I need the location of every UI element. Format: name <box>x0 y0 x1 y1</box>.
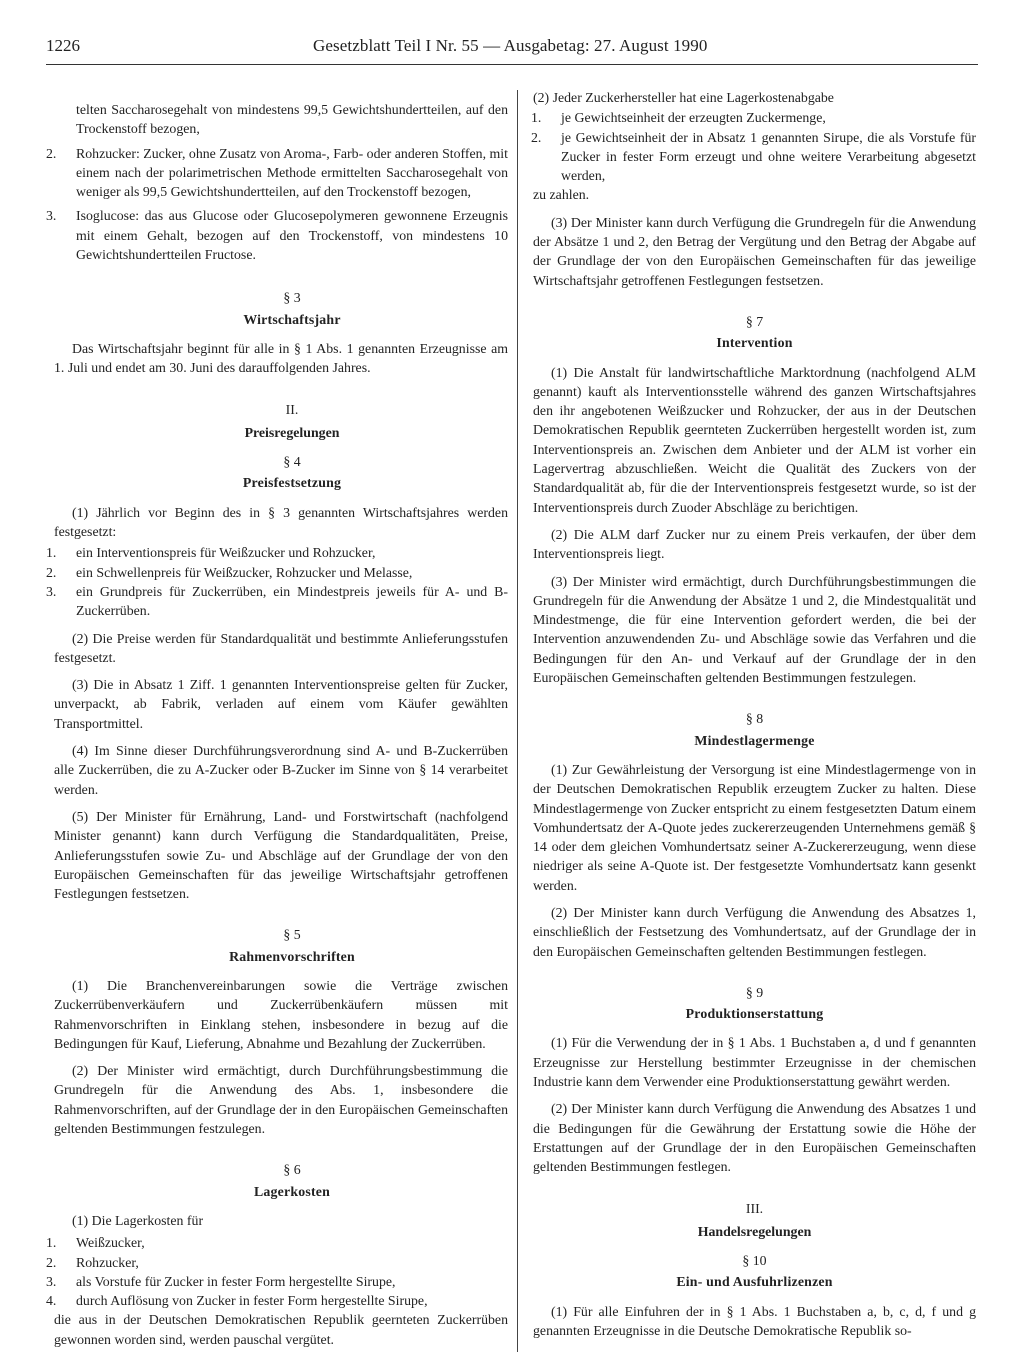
section-number: § 5 <box>283 927 301 943</box>
paragraph: (2) Der Minister kann durch Verfügung die Anwendung des Absatzes 1 und die Bedingungen für die Gewährung der Erstattung sowie die Höhe der Erstattungen auf der Grundlage der in den Europäischen Gemeinschaften geltenden Bestimmungen festlegen. <box>533 1101 976 1175</box>
part-number: II. <box>285 401 299 417</box>
list-item: 1. Weißzucker, <box>46 1235 145 1251</box>
paragraph: (3) Die in Absatz 1 Ziff. 1 genannten Interventionspreise gelten für Zucker, unverpackt, ab Fabrik, verladen auf einem vom Käufer gewählten Transportmittel. <box>54 677 508 731</box>
section-number: § 8 <box>745 711 764 727</box>
column-divider <box>517 90 518 1352</box>
section-title: Produktionserstattung <box>685 1006 824 1022</box>
paragraph: (4) Im Sinne dieser Durchführungsverordnung sind A- und B-Zuckerrüben alle Zuckerrüben, die zu A-Zucker oder B-Zucker im Sinne von § 14 verarbeitet werden. <box>54 743 508 797</box>
list-item: 3. als Vorstufe für Zucker in fester Form hergestellte Sirupe, <box>46 1273 396 1289</box>
section-number: § 9 <box>745 984 764 1000</box>
paragraph: (2) Der Minister kann durch Verfügung die Anwendung des Absatzes 1, einschließlich der Festsetzung des Vomhundertsatz, auf der Grundlage der in den Europäischen Gemeinschaften geltenden Bestimmungen festlegen. <box>533 904 976 959</box>
paragraph: (1) Für alle Einfuhren der in § 1 Abs. 1 Buchstaben a, b, c, d, f und g genannten Erzeugnisse in die Deutsche Demokratische Republik so- <box>533 1303 976 1339</box>
list-item: 2. Rohzucker, <box>46 1254 139 1270</box>
paragraph: die aus in der Deutschen Demokratischen Republik geernteten Zuckerrüben gewonnen worden sind, werden pauschal vergütet. <box>54 1312 508 1347</box>
list-item: 2. ein Schwellenpreis für Weißzucker, Rohzucker und Melasse, <box>46 564 413 580</box>
section-title: Intervention <box>716 335 793 351</box>
list-item: 3. ein Grundpreis für Zuckerrüben, ein Mindestpreis jeweils für A- und B-Zuckerrüben. <box>46 583 508 619</box>
paragraph: (1) Jährlich vor Beginn des in § 3 genannten Wirtschaftsjahres werden festgesetzt: <box>54 504 508 540</box>
paragraph: Das Wirtschaftsjahr beginnt für alle in § 1 Abs. 1 genannten Erzeugnisse am 1. Juli und endet am 30. Juni des darauffolgenden Jahres. <box>54 340 508 376</box>
part-title: Handelsregelungen <box>697 1223 812 1239</box>
section-title: Ein- und Ausfuhrlizenzen <box>676 1274 833 1290</box>
paragraph: (2) Der Minister wird ermächtigt, durch Durchführungsbestimmung die Grundregeln für die Anwendung des Abs. 1, insbesondere die Rahmenvorschriften, auf der Grundlage der in den Europäischen Gemeinschaften geltenden Bestimmungen festzulegen. <box>54 1063 508 1137</box>
header-title: Gesetzblatt Teil I Nr. 55 — Ausgabetag: 27. August 1990 <box>313 36 708 55</box>
section-number: § 4 <box>283 454 301 470</box>
header-rule <box>46 64 978 65</box>
paragraph: (1) Die Branchenvereinbarungen sowie die Verträge zwischen Zuckerrübenverkäufern und Zuckerrübenkäufern müssen mit Rahmenvorschriften in Einklang stehen, insbesondere in bezug auf die Bedingungen für Kauf, Lieferung, Abnahme und Bezahlung der Zuckerrüben. <box>54 977 508 1051</box>
section-number: § 7 <box>745 313 764 329</box>
paragraph: (1) Für die Verwendung der in § 1 Abs. 1 Buchstaben a, d und f genannten Erzeugnisse zur Herstellung bestimmter Erzeugnisse in der chemischen Industrie kann dem Verwender eine Produktionserstattung gewährt werden. <box>533 1035 976 1090</box>
list-item: 2. Rohzucker: Zucker, ohne Zusatz von Aroma-, Farb- oder anderen Stoffen, mit einem nach der polarimetrischen Methode ermittelten Saccharosegehalt von weniger als 99,5 Gewichtshundertteilen, auf den Trockenstoff bezogen, <box>46 145 508 200</box>
paragraph: (1) Zur Gewährleistung der Versorgung ist eine Mindestlagermenge von in der Deutschen Demokratischen Republik erzeugtem Zucker zu halten. Diese Mindestlagermenge von Zucker entspricht zu einem festgesetzten Datum einem Vomhundertsatz der A-Quote jedes zuckererzeugenden Unternehmens gemäß § 14 oder dem gleichen Vomhundertsatz seiner A-Zuckererzeugung, wenn diese niedriger als seine A-Quote ist. Der festgesetzte Vomhundertsatz kann gesenkt werden. <box>533 761 976 893</box>
section-title: Lagerkosten <box>253 1183 331 1199</box>
list-item: 3. Isoglucose: das aus Glucose oder Glucosepolymeren gewonnene Erzeugnis mit einem Gehalt, bezogen auf den Trockenstoff, von mindestens 10 Gewichtshundertteilen Fructose. <box>46 208 508 263</box>
part-number: III. <box>745 1200 764 1216</box>
section-title: Mindestlagermenge <box>694 732 815 748</box>
section-title: Rahmenvorschriften <box>229 948 355 964</box>
list-item: 1. je Gewichtseinheit der erzeugten Zuckermenge, <box>531 110 826 126</box>
paragraph: zu zahlen. <box>533 187 590 203</box>
section-number: § 3 <box>283 290 301 306</box>
list-item: 1. ein Interventionspreis für Weißzucker und Rohzucker, <box>46 545 376 561</box>
paragraph: (2) Die Preise werden für Standardqualität und bestimmte Anlieferungsstufen festgesetzt. <box>54 630 508 665</box>
paragraph: (1) Die Lagerkosten für <box>72 1212 204 1228</box>
list-item: telten Saccharosegehalt von mindestens 99,5 Gewichtshundertteilen, auf den Trockenstoff bezogen, <box>76 102 508 137</box>
list-item: 2. je Gewichtseinheit der in Absatz 1 genannten Sirupe, die als Vorstufe für Zucker in fester Form erzeugt und ohne weitere Verarbeitung abgesetzt werden, <box>531 129 976 184</box>
section-title: Preisfestsetzung <box>242 475 342 491</box>
paragraph: (5) Der Minister für Ernährung, Land- und Forstwirtschaft (nachfolgend Minister genannt) kann durch Verfügung die Standardqualitäten, Preise, Anlieferungsstufen sowie Zu- und Abschläge auf der Grundlage der von den Europäischen Gemeinschaften für das jeweilige Wirtschaftsjahr getroffenen Festlegungen festsetzen. <box>54 808 508 902</box>
part-title: Preisregelungen <box>244 424 340 440</box>
right-column <box>533 88 976 1348</box>
paragraph: (2) Die ALM darf Zucker nur zu einem Preis verkaufen, der über dem Interventionspreis liegt. <box>533 526 976 562</box>
paragraph: (3) Der Minister kann durch Verfügung die Grundregeln für die Anwendung der Absätze 1 und 2, den Betrag der Vergütung und den Betrag der Abgabe auf der Grundlage der von den Europäischen Gemeinschaften für das jeweilige Wirtschaftsjahr getroffenen Festlegungen festsetzen. <box>533 214 976 288</box>
list-item: 4. durch Auflösung von Zucker in fester Form hergestellte Sirupe, <box>46 1293 428 1309</box>
paragraph: (1) Die Anstalt für landwirtschaftliche Marktordnung (nachfolgend ALM genannt) kauft als Interventionsstelle während des ganzen Wirtschaftsjahres den ihr angebotenen Weißzucker und Rohzucker, der aus in der Deutschen Demokratischen Republik geernteten Zuckerrüben hergestellt worden ist, zum Interventionspreis an. Zwischen dem Anbieter und der ALM ist vorher ein Lagervertrag abzuschließen. Weicht die Qualität des Zuckers von der Standardqualität ab, für die der Interventionspreis festgesetzt wurde, so ist der Interventionspreis durch Zuoder Abschläge zu berichtigen. <box>533 364 976 515</box>
paragraph: (3) Der Minister wird ermächtigt, durch Durchführungsbestimmungen die Grundregeln für die Anwendung der Absätze 1 und 2, die Mindestqualität und Mindestmenge, die für eine Intervention gefordert werden, die bei der Intervention anzuwendenden Zu- und Abschläge sowie das Verfahren und die Bedingungen für den An- und Verkauf auf der Grundlage der in den Europäischen Gemeinschaften geltenden Bestimmungen festzulegen. <box>533 573 976 686</box>
left-column <box>46 100 508 1357</box>
page-header <box>46 36 976 66</box>
page-number: 1226 <box>46 36 80 55</box>
section-title: Wirtschaftsjahr <box>243 311 341 327</box>
section-number: § 10 <box>742 1253 767 1269</box>
paragraph: (2) Jeder Zuckerhersteller hat eine Lagerkostenabgabe <box>533 90 834 105</box>
section-number: § 6 <box>283 1162 301 1178</box>
